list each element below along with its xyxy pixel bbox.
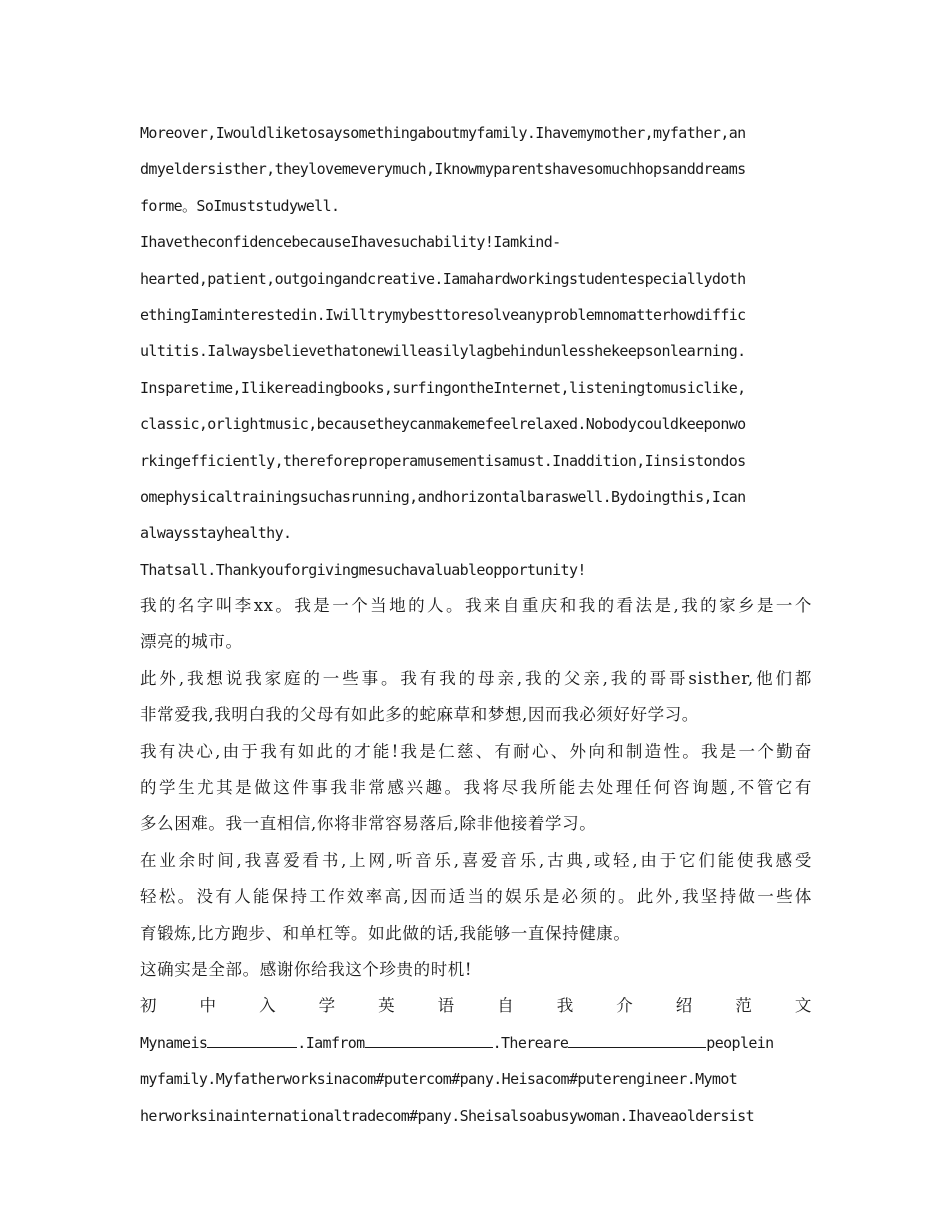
chinese-section [140, 588, 812, 988]
title-char: 初 [140, 996, 158, 1016]
title-char: 入 [259, 996, 277, 1016]
chinese-line: 漂亮的城市。 [140, 632, 243, 652]
document-page [140, 115, 812, 1134]
title-char: 介 [616, 996, 634, 1016]
chinese-line: 此外,我想说我家庭的一些事。我有我的母亲,我的父亲,我的哥哥sisther,他们都 [140, 668, 812, 688]
chinese-line: 的学生尤其是做这件事我非常感兴趣。我将尽我所能去处理任何咨询题,不管它有 [140, 778, 812, 798]
name-blank [207, 1033, 297, 1048]
english-line: forme。SoImuststudywell. [140, 196, 340, 215]
fill-text: .Thereare [492, 1033, 569, 1052]
title-char: 英 [378, 996, 396, 1016]
chinese-line: 我有决心,由于我有如此的才能!我是仁慈、有耐心、外向和制造性。我是一个勤奋 [140, 741, 812, 761]
english-line: Moreover,Iwouldliketosaysomethingaboutmyfamily.Ihavemymother,myfather,an [140, 124, 746, 142]
title-char: 范 [735, 996, 753, 1016]
title-char: 文 [794, 996, 812, 1016]
chinese-line: 我的名字叫李xx。我是一个当地的人。我来自重庆和我的看法是,我的家乡是一个 [140, 596, 812, 616]
section-title [140, 988, 812, 1024]
chinese-line: 轻松。没有人能保持工作效率高,因而适当的娱乐是必须的。此外,我坚持做一些体 [140, 887, 812, 907]
english-line: Insparetime,Ilikereadingbooks,surfingontheInternet,listeningtomusiclike, [140, 378, 746, 397]
title-char: 中 [199, 996, 217, 1016]
english-line: rkingefficiently,thereforeproperamusementisamust.Inaddition,Iinsistondos [140, 451, 746, 470]
chinese-line: 非常爱我,我明白我的父母有如此多的蛇麻草和梦想,因而我必须好好学习。 [140, 705, 699, 725]
fill-text: Mynameis [140, 1033, 208, 1052]
english-line: Thatsall.Thankyouforgivingmesuchavaluableopportunity! [140, 560, 586, 579]
title-char: 学 [318, 996, 336, 1016]
english-line: IhavetheconfidencebecauseIhavesuchability!Iamkind- [140, 233, 561, 252]
chinese-line: 多么困难。我一直相信,你将非常容易落后,除非他接着学习。 [140, 814, 597, 834]
english-line: hearted,patient,outgoingandcreative.Iamahardworkingstudentespeciallydoth [140, 269, 746, 288]
fill-text: peoplein [706, 1033, 774, 1052]
fill-text: .Iamfrom [297, 1033, 365, 1052]
chinese-line: 育锻炼,比方跑步、和单杠等。如此做的话,我能够一直保持健康。 [140, 923, 631, 943]
hometown-blank [365, 1033, 493, 1048]
sample-line: myfamily.Myfatherworksinacom#putercom#pany.Heisacom#puterengineer.Mymot [140, 1070, 738, 1089]
fill-in-line [140, 1025, 812, 1061]
family-size-blank [568, 1033, 706, 1048]
title-char: 绍 [675, 996, 693, 1016]
title-char: 自 [497, 996, 515, 1016]
english-line: ethingIaminterestedin.Iwilltrymybesttoresolveanyproblemnomatterhowdiffic [140, 305, 746, 324]
title-char: 语 [437, 996, 455, 1016]
english-line: alwaysstayhealthy. [140, 524, 292, 543]
sample-section [140, 1025, 812, 1134]
sample-line: herworksinainternationaltradecom#pany.Sheisalsoabusywoman.Ihaveaoldersist [140, 1106, 754, 1125]
chinese-line: 在业余时间,我喜爱看书,上网,听音乐,喜爱音乐,古典,或轻,由于它们能使我感受 [140, 850, 812, 870]
title-char: 我 [556, 996, 574, 1016]
english-line: dmyeldersisther,theylovemeverymuch,Iknowmyparentshavesomuchhopsanddreams [140, 160, 746, 179]
english-line: omephysicaltrainingsuchasrunning,andhorizontalbaraswell.Bydoingthis,Ican [140, 487, 746, 506]
english-section [140, 115, 812, 588]
english-line: ultitis.Ialwaysbelievethatonewilleasilylagbehindunlesshekeepsonlearning. [140, 342, 746, 361]
chinese-line: 这确实是全部。感谢你给我这个珍贵的时机! [140, 959, 473, 979]
english-line: classic,orlightmusic,becausetheycanmakemefeelrelaxed.Nobodycouldkeeponwo [140, 415, 746, 434]
